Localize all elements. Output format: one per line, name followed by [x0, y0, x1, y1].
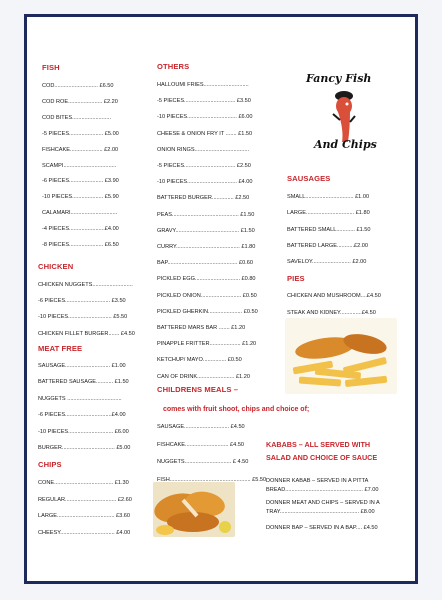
kababs-heading-line1: KABABS – ALL SERVED WITH [266, 440, 371, 449]
childrens-heading: CHILDRENS MEALS – [157, 385, 239, 394]
meatfree-menu-item: BURGER.................................. £5.00 [38, 445, 131, 451]
meatfree-menu-item: BATTERED SAUSAGE........... £1.50 [38, 379, 129, 386]
fish-menu-item: SCAMPI.................................. [42, 162, 117, 169]
others-menu-item: BAP............................................. £0.60 [157, 260, 253, 267]
others-heading: OTHERS [157, 62, 190, 71]
pies-heading: PIES [287, 274, 305, 283]
chips-heading: CHIPS [38, 460, 62, 469]
others-menu-item: PICKLED ONION.......................... £0.50 [157, 292, 257, 299]
pies-menu-item: CHICKEN AND MUSHROOM....£4.50 [287, 293, 381, 299]
kababs-menu-item: DONNER KABAB – SERVED IN A PITTA [266, 478, 369, 484]
sausages-menu-item: SMALL............................... £1.00 [287, 194, 370, 200]
fish-menu-item: COD ROE...................... £2.20 [42, 98, 118, 105]
chicken-menu-item: -6 PIECES............................. £3.50 [38, 298, 126, 305]
fish-menu-item: COD............................ £6.50 [42, 83, 114, 89]
meatfree-menu-item: -6 PIECES..............................£4.00 [38, 412, 126, 419]
chips-menu-item: LARGE..................................... £3.60 [38, 513, 131, 519]
kababs-heading-line2: SALAD AND CHOICE OF SAUCE [266, 453, 378, 462]
others-menu-item: PICKLED GHERKIN...................... £0.50 [157, 308, 258, 315]
kababs-menu-item: DONNER BAP – SERVED IN A BAP.... £4.50 [266, 525, 378, 531]
kababs-menu-item: DONNER MEAT AND CHIPS – SERVED IN A [266, 500, 380, 506]
logo [298, 72, 393, 162]
others-menu-item: KETCHUP/ MAYO............... £0.50 [157, 357, 242, 364]
childrens-menu-item: NUGGETS.............................. £ 4.50 [157, 459, 249, 465]
fish-menu-item: -5 PIECES...................... £5.00 [42, 130, 119, 137]
fish-menu-item: FISHCAKE..................... £2.00 [42, 146, 119, 153]
chips-photo-icon [285, 318, 397, 394]
chicken-heading: CHICKEN [38, 262, 74, 271]
fish-menu-item: -6 PIECES...................... £3.90 [42, 178, 119, 185]
childrens-menu-item: FISHCAKE............................ £4.50 [157, 441, 245, 448]
others-menu-item: -10 PIECES................................ £4.00 [157, 179, 253, 186]
childrens-subtitle: comes with fruit shoot, chips and choice of; [163, 406, 310, 413]
sausages-menu-item: BATTERED SMALL............ £1.50 [287, 226, 371, 233]
others-menu-item: CURRY......................................... £1.80 [157, 244, 256, 250]
others-menu-item: HALLOUMI FRIES............................. [157, 82, 249, 88]
chips-menu-item: REGULAR................................. £2.60 [38, 496, 132, 503]
logo-line2: And Chips [314, 138, 377, 151]
chicken-menu-item: CHICKEN FILLET BURGER....... £4.50 [38, 330, 135, 337]
fish-menu-item: -4 PIECES.......................£4.00 [42, 226, 119, 233]
chicken-menu-item: CHICKEN NUGGETS.......................... [38, 282, 133, 288]
chips-menu-item: CHEESY................................... £4.00 [38, 529, 131, 536]
fish-mascot-icon [328, 86, 360, 144]
fish-heading: FISH [42, 63, 60, 72]
others-menu-item: GRAVY......................................... £1.50 [157, 227, 255, 234]
meatfree-menu-item: SAUSAGE............................. £1.00 [38, 363, 126, 369]
childrens-menu-item: FISH.................................................... £5.50 [157, 476, 267, 483]
others-menu-item: CHEESE & ONION FRY IT ....... £1.50 [157, 130, 253, 137]
pies-menu-item: STEAK AND KIDNEY..............£4.50 [287, 309, 376, 316]
others-menu-item: CAN OF DRINK........................ £1.20 [157, 373, 250, 380]
others-menu-item: -5 PIECES................................. £3.50 [157, 98, 251, 105]
others-menu-item: PINAPPLE FRITTER.................... £1.20 [157, 341, 257, 348]
fish-menu-item: -8 PIECES...................... £6.50 [42, 242, 119, 248]
sausages-menu-item: LARGE............................... £1.80 [287, 210, 370, 217]
chicken-menu-item: -10 PIECES............................ £5.50 [38, 314, 128, 321]
others-menu-item: PEAS........................................... £1.50 [157, 211, 255, 218]
fish-menu-item: -10 PIECES.................... £5.90 [42, 194, 119, 201]
others-menu-item: PICKLED EGG............................. £0.80 [157, 276, 256, 283]
fried-fish-photo-icon [153, 482, 235, 537]
others-menu-item: BATTERED BURGER.............. £2.50 [157, 195, 250, 202]
kababs-menu-item: BREAD.................................................. £7.00 [266, 487, 379, 493]
others-menu-item: -10 PIECES................................ £6.00 [157, 114, 253, 121]
others-menu-item: ONION RINGS................................... [157, 146, 249, 153]
fish-menu-item: COD BITES......................... [42, 114, 112, 121]
sausages-menu-item: SAVELOY......................... £2.00 [287, 259, 367, 266]
chips-menu-item: CONE...................................... £1.30 [38, 480, 129, 486]
meatfree-heading: MEAT FREE [38, 344, 83, 353]
sausages-heading: SAUSAGES [287, 174, 331, 183]
meatfree-menu-item: NUGGETS ................................... [38, 395, 122, 402]
meatfree-menu-item: -10 PIECES............................. £6.00 [38, 428, 129, 435]
kababs-menu-item: TRAY................................................... £8.00 [266, 509, 375, 515]
childrens-menu-item: SAUSAGE............................. £4.50 [157, 424, 245, 430]
logo-line1: Fancy Fish [306, 72, 372, 85]
sausages-menu-item: BATTERED LARGE...........£2.00 [287, 242, 369, 249]
fish-menu-item: CALAMARI.............................. [42, 210, 118, 217]
others-menu-item: BATTERED MARS BAR ....... £1.20 [157, 325, 246, 331]
others-menu-item: -5 PIECES................................. £2.50 [157, 163, 251, 169]
